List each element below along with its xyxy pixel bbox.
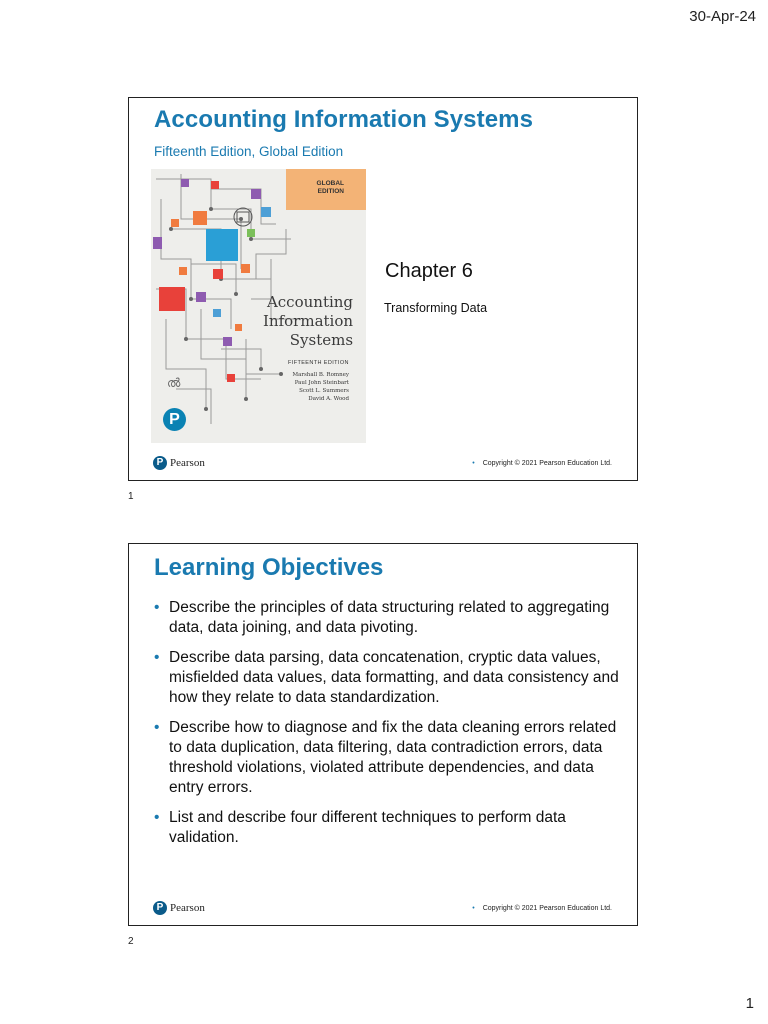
page-number: 1 [745,995,754,1012]
cover-edition: FIFTEENTH EDITION [288,360,349,366]
slide-2 [128,543,638,926]
bullet-icon: • [154,599,160,616]
svg-text:ൽ: ൽ [167,376,181,390]
copyright: • Copyright © 2021 Pearson Education Ltd. [472,460,612,467]
bullet-icon: • [472,905,475,912]
slide-1 [128,97,638,481]
list-item: • Describe how to diagnose and fix the data cleaning errors related to data duplication, data filtering, data contradiction errors, data threshold violations, violated attribute dependencies, and data entry errors. [154,719,617,796]
pearson-icon: P [153,456,167,470]
pearson-logo-icon: P [163,408,186,431]
bullet-icon: • [154,649,160,666]
objectives-list [154,598,624,858]
chapter-subtitle: Transforming Data [384,301,488,315]
pearson-footer-logo [153,456,205,470]
slide-number: 2 [128,936,134,947]
pearson-brand: Pearson [170,457,205,469]
bullet-icon: • [154,809,160,826]
global-edition-text: GLOBAL EDITION [316,180,344,195]
cover-title: Accounting Information Systems [263,293,354,349]
bullet-icon: • [472,460,475,467]
list-item: • Describe the principles of data structuring related to aggregating data, data joining, and data pivoting. [154,599,610,636]
pearson-icon: P [153,901,167,915]
list-item: • List and describe four different techniques to perform data validation. [154,809,566,846]
pearson-footer-logo [153,901,205,915]
book-cover [151,169,366,443]
pearson-brand: Pearson [170,902,205,914]
chapter-title: Chapter 6 [385,260,473,282]
cover-authors: Marshall B. Romney Paul John Steinbart Scott L. Summers David A. Wood [292,372,349,402]
page-date: 30-Apr-24 [689,8,756,25]
slide-subtitle: Fifteenth Edition, Global Edition [154,144,344,159]
copyright: • Copyright © 2021 Pearson Education Ltd. [472,905,612,912]
slide-number: 1 [128,491,134,502]
slide-title: Learning Objectives [154,554,384,581]
bullet-icon: • [154,719,160,736]
slide-title: Accounting Information Systems [154,106,534,133]
list-item: • Describe data parsing, data concatenation, cryptic data values, misfielded data values, data formatting, and data consistency and how they relate to data standardization. [154,649,619,706]
